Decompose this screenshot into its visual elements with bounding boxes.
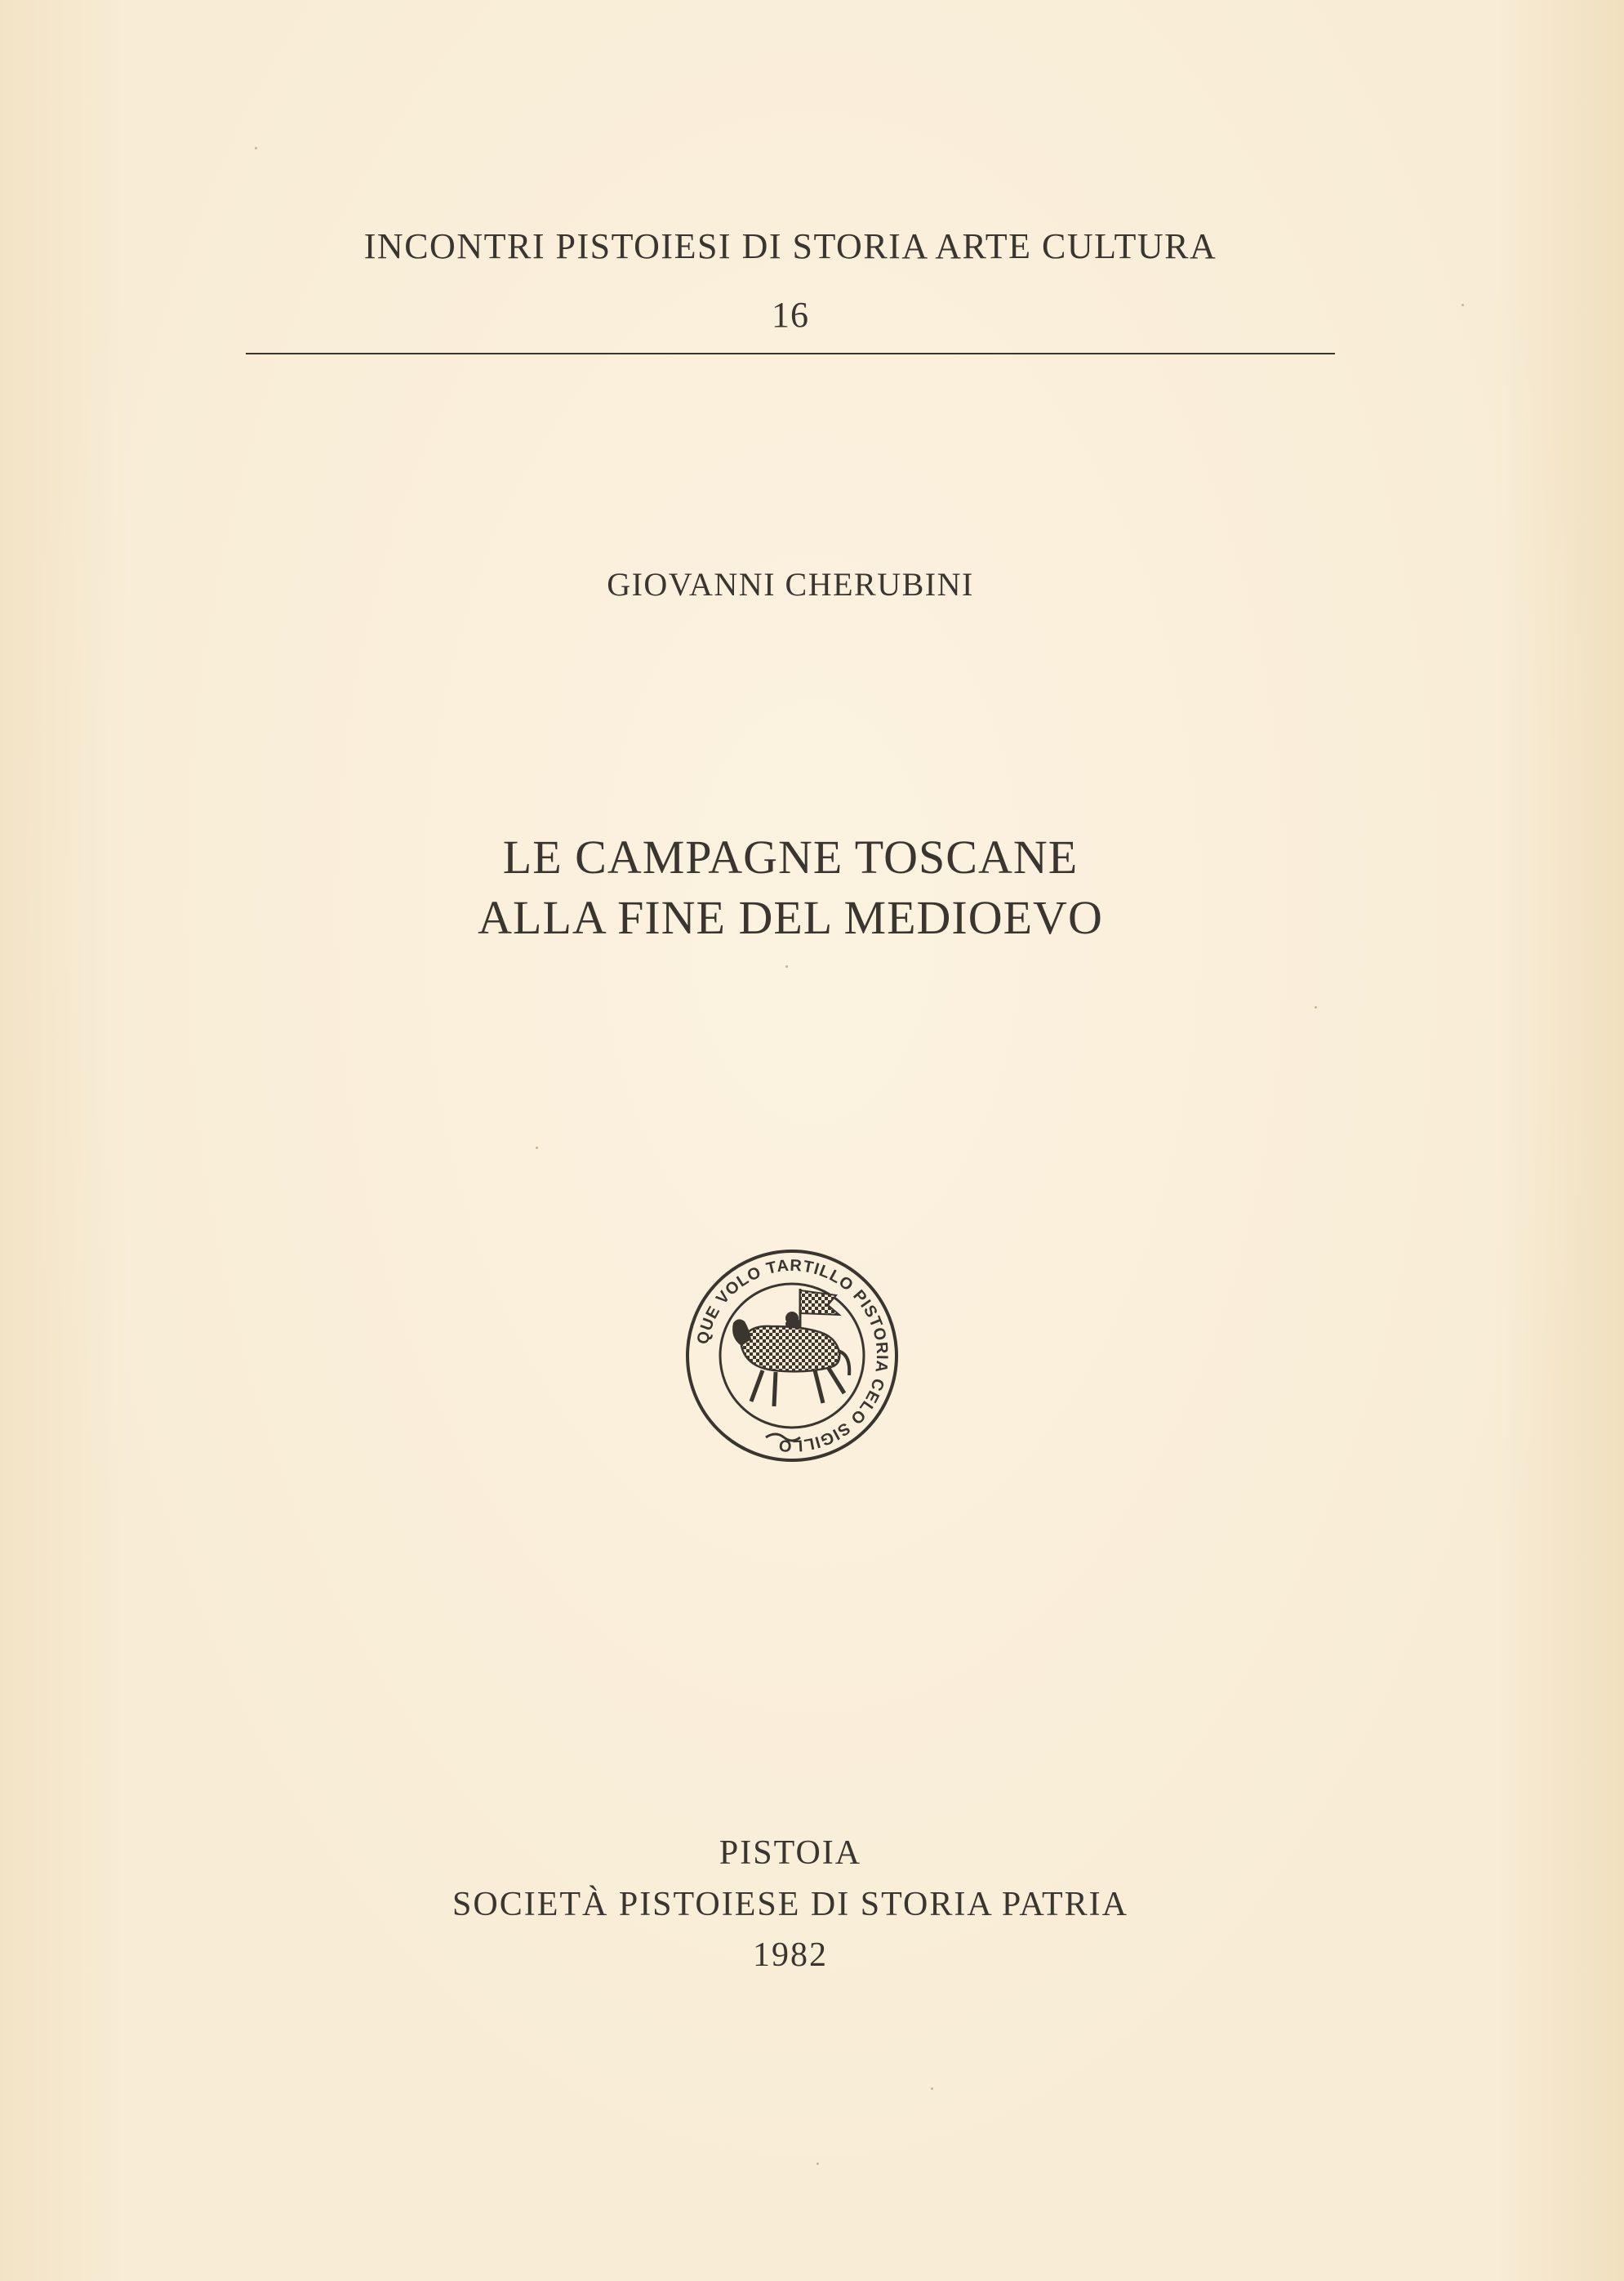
paper-speck — [785, 965, 788, 968]
series-title: INCONTRI PISTOIESI DI STORIA ARTE CULTURA — [363, 226, 1217, 266]
imprint-publisher: SOCIETÀ PISTOIESE DI STORIA PATRIA — [452, 1886, 1128, 1923]
paper-speck — [931, 2087, 933, 2090]
imprint-year: 1982 — [753, 1936, 828, 1974]
knight-on-horse-seal-icon — [684, 1248, 900, 1463]
svg-text:QUE VOLO TARTILLO PISTORIA CEL: QUE VOLO TARTILLO PISTORIA CELO SIGILLO — [693, 1256, 892, 1455]
header-divider — [246, 353, 1335, 354]
paper-speck — [816, 2163, 819, 2165]
book-title-line-1: LE CAMPAGNE TOSCANE — [502, 831, 1079, 884]
paper-speck — [1315, 1006, 1317, 1009]
imprint-place: PISTOIA — [719, 1834, 862, 1872]
book-title-line-2: ALLA FINE DEL MEDIOEVO — [478, 891, 1103, 944]
series-number: 16 — [772, 295, 809, 335]
paper-speck — [1462, 304, 1464, 306]
paper-speck — [255, 147, 257, 149]
author-name: GIOVANNI CHERUBINI — [607, 566, 974, 603]
paper-speck — [536, 1147, 538, 1149]
